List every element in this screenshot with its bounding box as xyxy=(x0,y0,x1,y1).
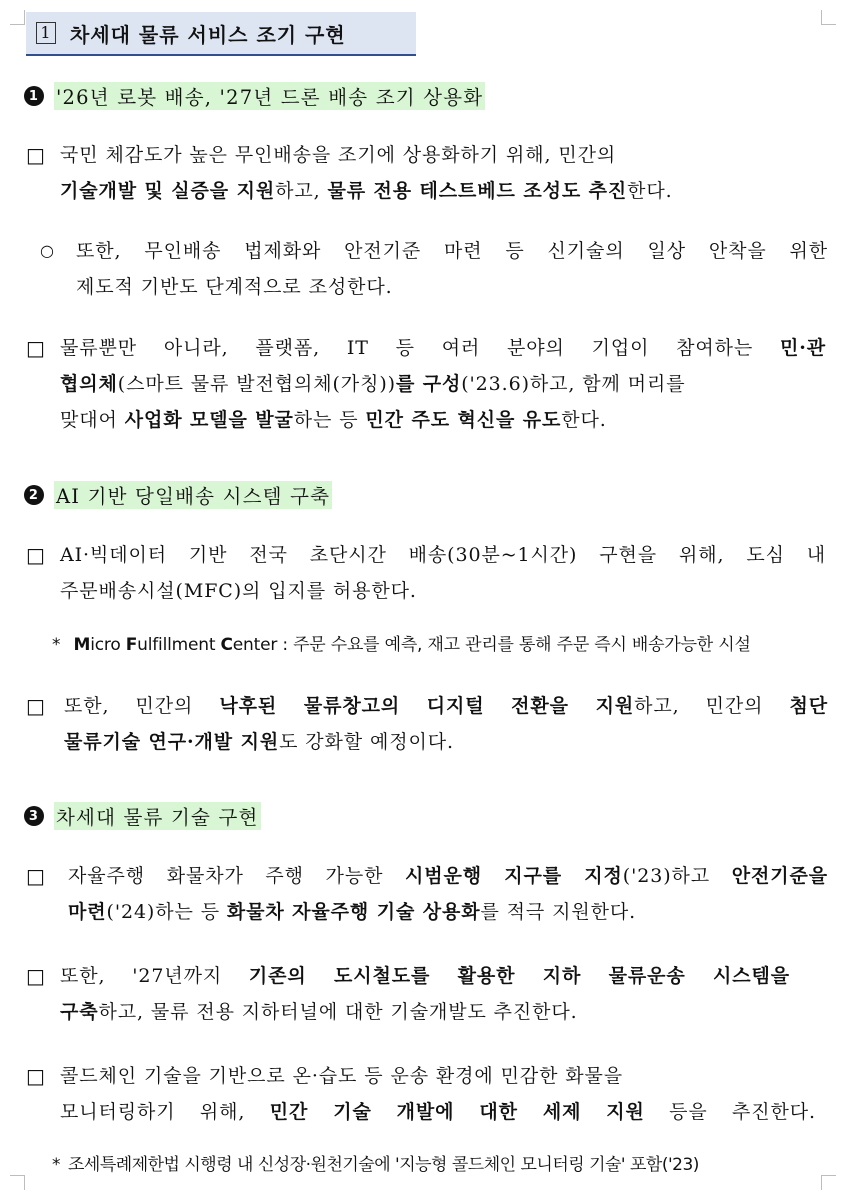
square-bullet: □ xyxy=(26,864,46,888)
paragraph-line xyxy=(60,366,826,402)
footnote xyxy=(52,630,824,655)
circle-bullet: ○ xyxy=(40,241,55,260)
emphasis: 마련 xyxy=(68,901,107,923)
text-run: 한다. xyxy=(561,409,607,431)
page-corner-mark xyxy=(821,10,836,25)
subsection-marker: 2 xyxy=(24,485,44,505)
paragraph-line: 주문배송시설(MFC)의 입지를 허용한다. xyxy=(60,580,417,602)
paragraph-line xyxy=(60,330,826,366)
footnote-star: * xyxy=(52,1155,60,1175)
paragraph-line xyxy=(68,858,828,894)
paragraph xyxy=(26,330,826,438)
paragraph xyxy=(26,537,826,609)
text-run: (스마트 물류 발전협의체(가칭)) xyxy=(117,373,396,395)
text-run: 등을 추진한다. xyxy=(644,1101,816,1123)
subsection-marker: 1 xyxy=(24,86,44,106)
paragraph-line: 제도적 기반도 단계적으로 조성한다. xyxy=(76,276,393,298)
emphasis: 기존의 도시철도를 활용한 지하 물류운송 시스템을 xyxy=(248,965,790,987)
emphasis: 협의체 xyxy=(60,373,118,395)
subsection-title: AI 기반 당일배송 시스템 구축 xyxy=(54,481,332,509)
text-run: ('23)하고 xyxy=(622,865,732,887)
acronym-letter: F xyxy=(125,635,138,655)
emphasis: 를 구성 xyxy=(395,373,462,395)
text-run: ('23.6)하고, 함께 머리를 xyxy=(461,373,686,395)
emphasis: 민·관 xyxy=(779,337,826,359)
text-run: 물류뿐만 아니라, 플랫폼, IT 등 여러 분야의 기업이 참여하는 xyxy=(60,337,780,359)
text-run: 하고, 물류 전용 지하터널에 대한 기술개발도 추진한다. xyxy=(98,1001,578,1023)
square-bullet: □ xyxy=(26,1064,46,1088)
text-run: ('24)하는 등 xyxy=(106,901,227,923)
section-title xyxy=(26,12,416,56)
paragraph-line xyxy=(64,688,828,724)
emphasis: 사업화 모델을 발굴 xyxy=(124,409,294,431)
subsection-heading-3 xyxy=(24,802,261,830)
paragraph-line xyxy=(60,958,790,994)
square-bullet: □ xyxy=(26,143,46,167)
acronym-letter: C xyxy=(220,635,233,655)
paragraph xyxy=(26,858,828,930)
emphasis: 화물차 자율주행 기술 상용화 xyxy=(226,901,481,923)
page-corner-mark xyxy=(821,1175,836,1190)
section-title-text: 차세대 물류 서비스 조기 구현 xyxy=(70,22,346,47)
text-run: 모니터링하기 위해, xyxy=(60,1101,270,1123)
page-corner-mark xyxy=(10,10,25,25)
text-run: : 주문 수요를 예측, 재고 관리를 통해 주문 즉시 배송가능한 시설 xyxy=(277,635,751,655)
emphasis: 첨단 xyxy=(789,695,829,717)
emphasis: 물류기술 연구·개발 지원 xyxy=(64,731,280,753)
subsection-marker: 3 xyxy=(24,806,44,826)
text-run: 또한, '27년까지 xyxy=(60,965,249,987)
paragraph-line: AI·빅데이터 기반 전국 초단시간 배송(30분~1시간) 구현을 위해, 도심 내 xyxy=(60,544,826,566)
subsection-heading-2 xyxy=(24,481,332,509)
subsection-title: '26년 로봇 배송, '27년 드론 배송 조기 상용화 xyxy=(54,82,485,110)
paragraph-line xyxy=(60,1094,816,1130)
text-run: enter xyxy=(232,635,278,655)
emphasis: 시범운행 지구를 지정 xyxy=(405,865,623,887)
emphasis: 낙후된 물류창고의 디지털 전환을 지원 xyxy=(219,695,635,717)
subsection-title: 차세대 물류 기술 구현 xyxy=(54,802,261,830)
paragraph-line xyxy=(60,402,826,438)
emphasis: 물류 전용 테스트베드 조성도 추진 xyxy=(327,180,628,202)
paragraph xyxy=(26,688,828,760)
acronym-letter: M xyxy=(73,635,91,655)
square-bullet: □ xyxy=(26,543,46,567)
square-bullet: □ xyxy=(26,336,46,360)
section-number: 1 xyxy=(36,22,56,44)
text-run: icro xyxy=(90,635,126,655)
paragraph-line xyxy=(64,724,828,760)
footnote xyxy=(52,1150,824,1175)
paragraph xyxy=(26,137,818,209)
emphasis: 안전기준을 xyxy=(731,865,828,887)
footnote-star: * xyxy=(52,635,61,655)
text-run: 맞대어 xyxy=(60,409,125,431)
text-run: 자율주행 화물차가 주행 가능한 xyxy=(68,865,405,887)
paragraph-line xyxy=(60,994,790,1030)
paragraph xyxy=(26,958,790,1030)
text-run: 한다. xyxy=(627,180,673,202)
text-run: ulfillment xyxy=(137,635,221,655)
sub-paragraph xyxy=(40,233,828,305)
paragraph xyxy=(26,1058,816,1130)
emphasis: 민간 주도 혁신을 유도 xyxy=(365,409,562,431)
emphasis: 민간 기술 개발에 대한 세제 지원 xyxy=(269,1101,645,1123)
text-run: 도 강화할 예정이다. xyxy=(279,731,454,753)
subsection-heading-1 xyxy=(24,82,485,110)
emphasis: 기술개발 및 실증을 지원 xyxy=(60,180,276,202)
text-run: 하는 등 xyxy=(293,409,366,431)
square-bullet: □ xyxy=(26,694,46,718)
paragraph-line xyxy=(68,894,828,930)
emphasis: 구축 xyxy=(60,1001,99,1023)
paragraph-line xyxy=(60,173,818,209)
text-run: 또한, 민간의 xyxy=(64,695,220,717)
paragraph-line: 국민 체감도가 높은 무인배송을 조기에 상용화하기 위해, 민간의 xyxy=(60,144,617,166)
paragraph-line: 콜드체인 기술을 기반으로 온·습도 등 운송 환경에 민감한 화물을 xyxy=(60,1065,624,1087)
footnote-text: 조세특례제한법 시행령 내 신성장·원천기술에 '지능형 콜드체인 모니터링 기술' 포함('23) xyxy=(68,1155,699,1175)
text-run: 하고, 민간의 xyxy=(634,695,790,717)
square-bullet: □ xyxy=(26,964,46,988)
page-corner-mark xyxy=(10,1175,25,1190)
text-run: 를 적극 지원한다. xyxy=(480,901,637,923)
text-run: 하고, xyxy=(275,180,328,202)
paragraph-line: 또한, 무인배송 법제화와 안전기준 마련 등 신기술의 일상 안착을 위한 xyxy=(76,240,828,262)
